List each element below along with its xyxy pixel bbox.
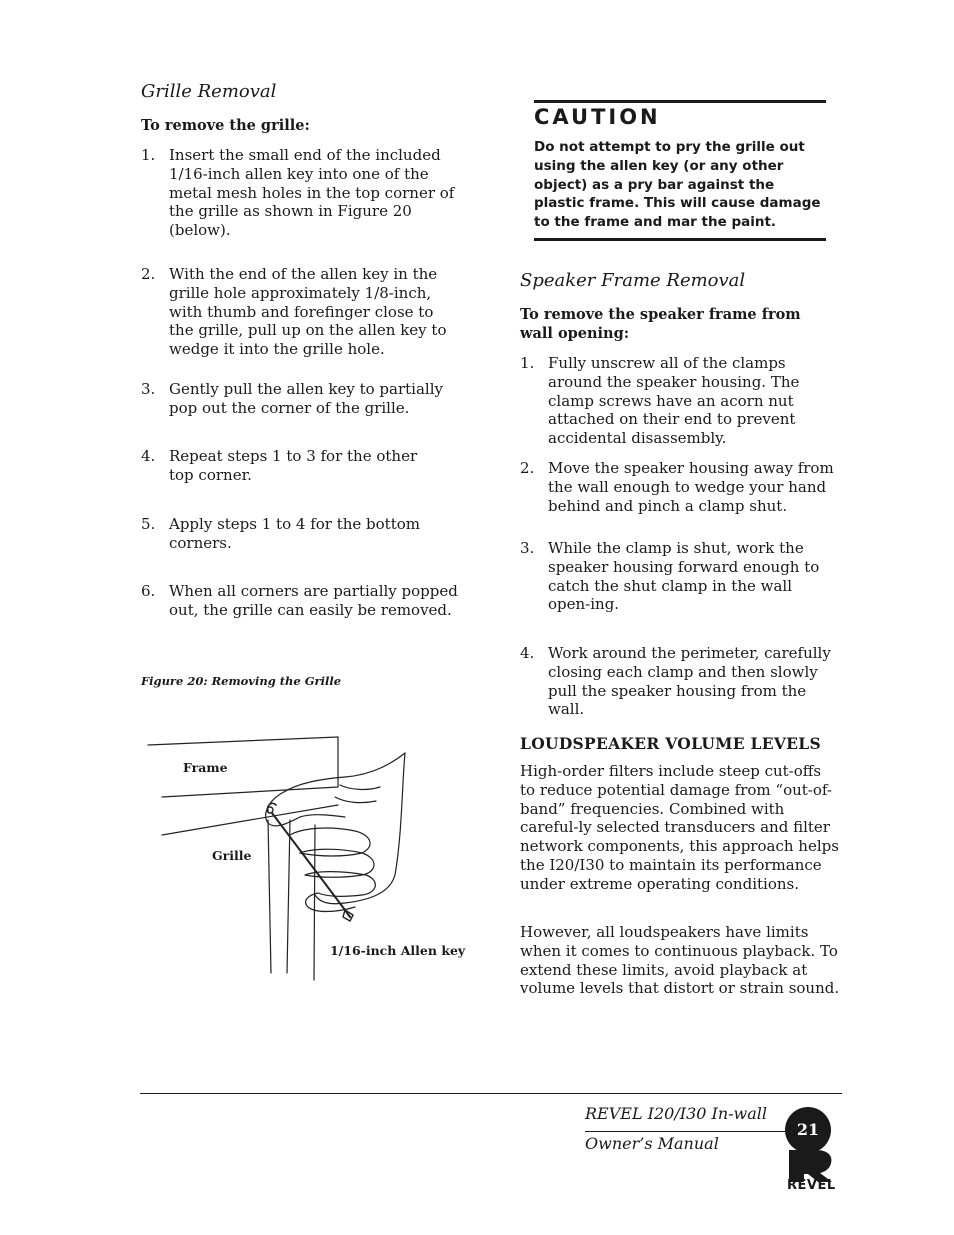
footer-rule	[140, 1093, 842, 1094]
step-number: 3.	[520, 539, 535, 557]
step-number: 6.	[141, 582, 156, 600]
grille-removal-heading: Grille Removal	[141, 81, 277, 102]
step-number: 1.	[141, 146, 156, 164]
caution-text: Do not attempt to pry the grille out using the allen key (or any other object) as a pry bar against the plastic frame. This will cause damage to the frame and mar the paint.	[534, 139, 821, 231]
volume-levels-heading: LOUDSPEAKER VOLUME LEVELS	[520, 734, 821, 753]
footer-title-line1: REVEL I20/I30 In-wall	[585, 1104, 768, 1123]
figure-caption: Figure 20: Removing the Grille	[141, 674, 342, 688]
step-number: 4.	[520, 644, 535, 662]
step-number: 4.	[141, 447, 156, 465]
grille-lead-text: To remove the grille:	[141, 117, 310, 134]
step-text: Apply steps 1 to 4 for the bottom corners.	[169, 515, 420, 552]
step-text: Insert the small end of the included 1/16-inch allen key into one of the metal mesh holes in the top corner of the grille as shown in Figure 20 (below).	[169, 146, 455, 240]
step-number: 3.	[141, 380, 156, 398]
footer-title-rule	[585, 1131, 785, 1132]
revel-logo-text: REVEL	[787, 1178, 836, 1193]
figure-label-allen-key: 1/16-inch Allen key	[330, 943, 466, 958]
step-text: Repeat steps 1 to 3 for the other top corner.	[169, 447, 418, 484]
step-text: With the end of the allen key in the grille hole approximately 1/8-inch, with thumb and forefinger close to the grille, pull up on the allen key to wedge it into the grille hole.	[169, 265, 447, 359]
step-number: 2.	[141, 265, 156, 283]
page-number-badge: 21	[785, 1107, 831, 1153]
figure-label-grille: Grille	[212, 848, 252, 863]
speaker-frame-lead-text: To remove the speaker frame from wall opening:	[520, 306, 801, 342]
volume-paragraph-1: High-order filters include steep cut-offs to reduce potential damage from “out-of-band” frequencies. Combined with careful-ly selected transducers and filter network components, this approach helps the I20/I30 to maintain its performance under extreme operating conditions.	[520, 762, 839, 893]
step-text: When all corners are partially popped out, the grille can easily be removed.	[169, 582, 458, 619]
step-text: While the clamp is shut, work the speaker housing forward enough to catch the shut clamp in the wall open-ing.	[548, 539, 820, 614]
step-text: Gently pull the allen key to partially pop out the corner of the grille.	[169, 380, 443, 417]
step-number: 2.	[520, 459, 535, 477]
caution-title: CAUTION	[534, 105, 661, 129]
caution-bottom-rule	[534, 238, 826, 241]
step-text: Move the speaker housing away from the wall enough to wedge your hand behind and pinch a clamp shut.	[548, 459, 834, 515]
footer-title-line2: Owner’s Manual	[585, 1134, 719, 1153]
step-text: Fully unscrew all of the clamps around the speaker housing. The clamp screws have an acorn nut attached on their end to prevent accidental disassembly.	[548, 354, 800, 448]
grille-edge	[162, 805, 338, 835]
step-text: Work around the perimeter, carefully closing each clamp and then slowly pull the speaker housing from the wall.	[548, 644, 831, 719]
speaker-frame-removal-heading: Speaker Frame Removal	[520, 270, 746, 291]
caution-top-rule	[534, 100, 826, 103]
step-number: 5.	[141, 515, 156, 533]
figure-label-frame: Frame	[183, 760, 228, 775]
step-number: 1.	[520, 354, 535, 372]
finger-3	[305, 872, 375, 897]
frame-outline	[148, 737, 338, 797]
volume-paragraph-2: However, all loudspeakers have limits when it comes to continuous playback. To extend these limits, avoid playback at volume levels that distort or strain sound.	[520, 923, 840, 998]
